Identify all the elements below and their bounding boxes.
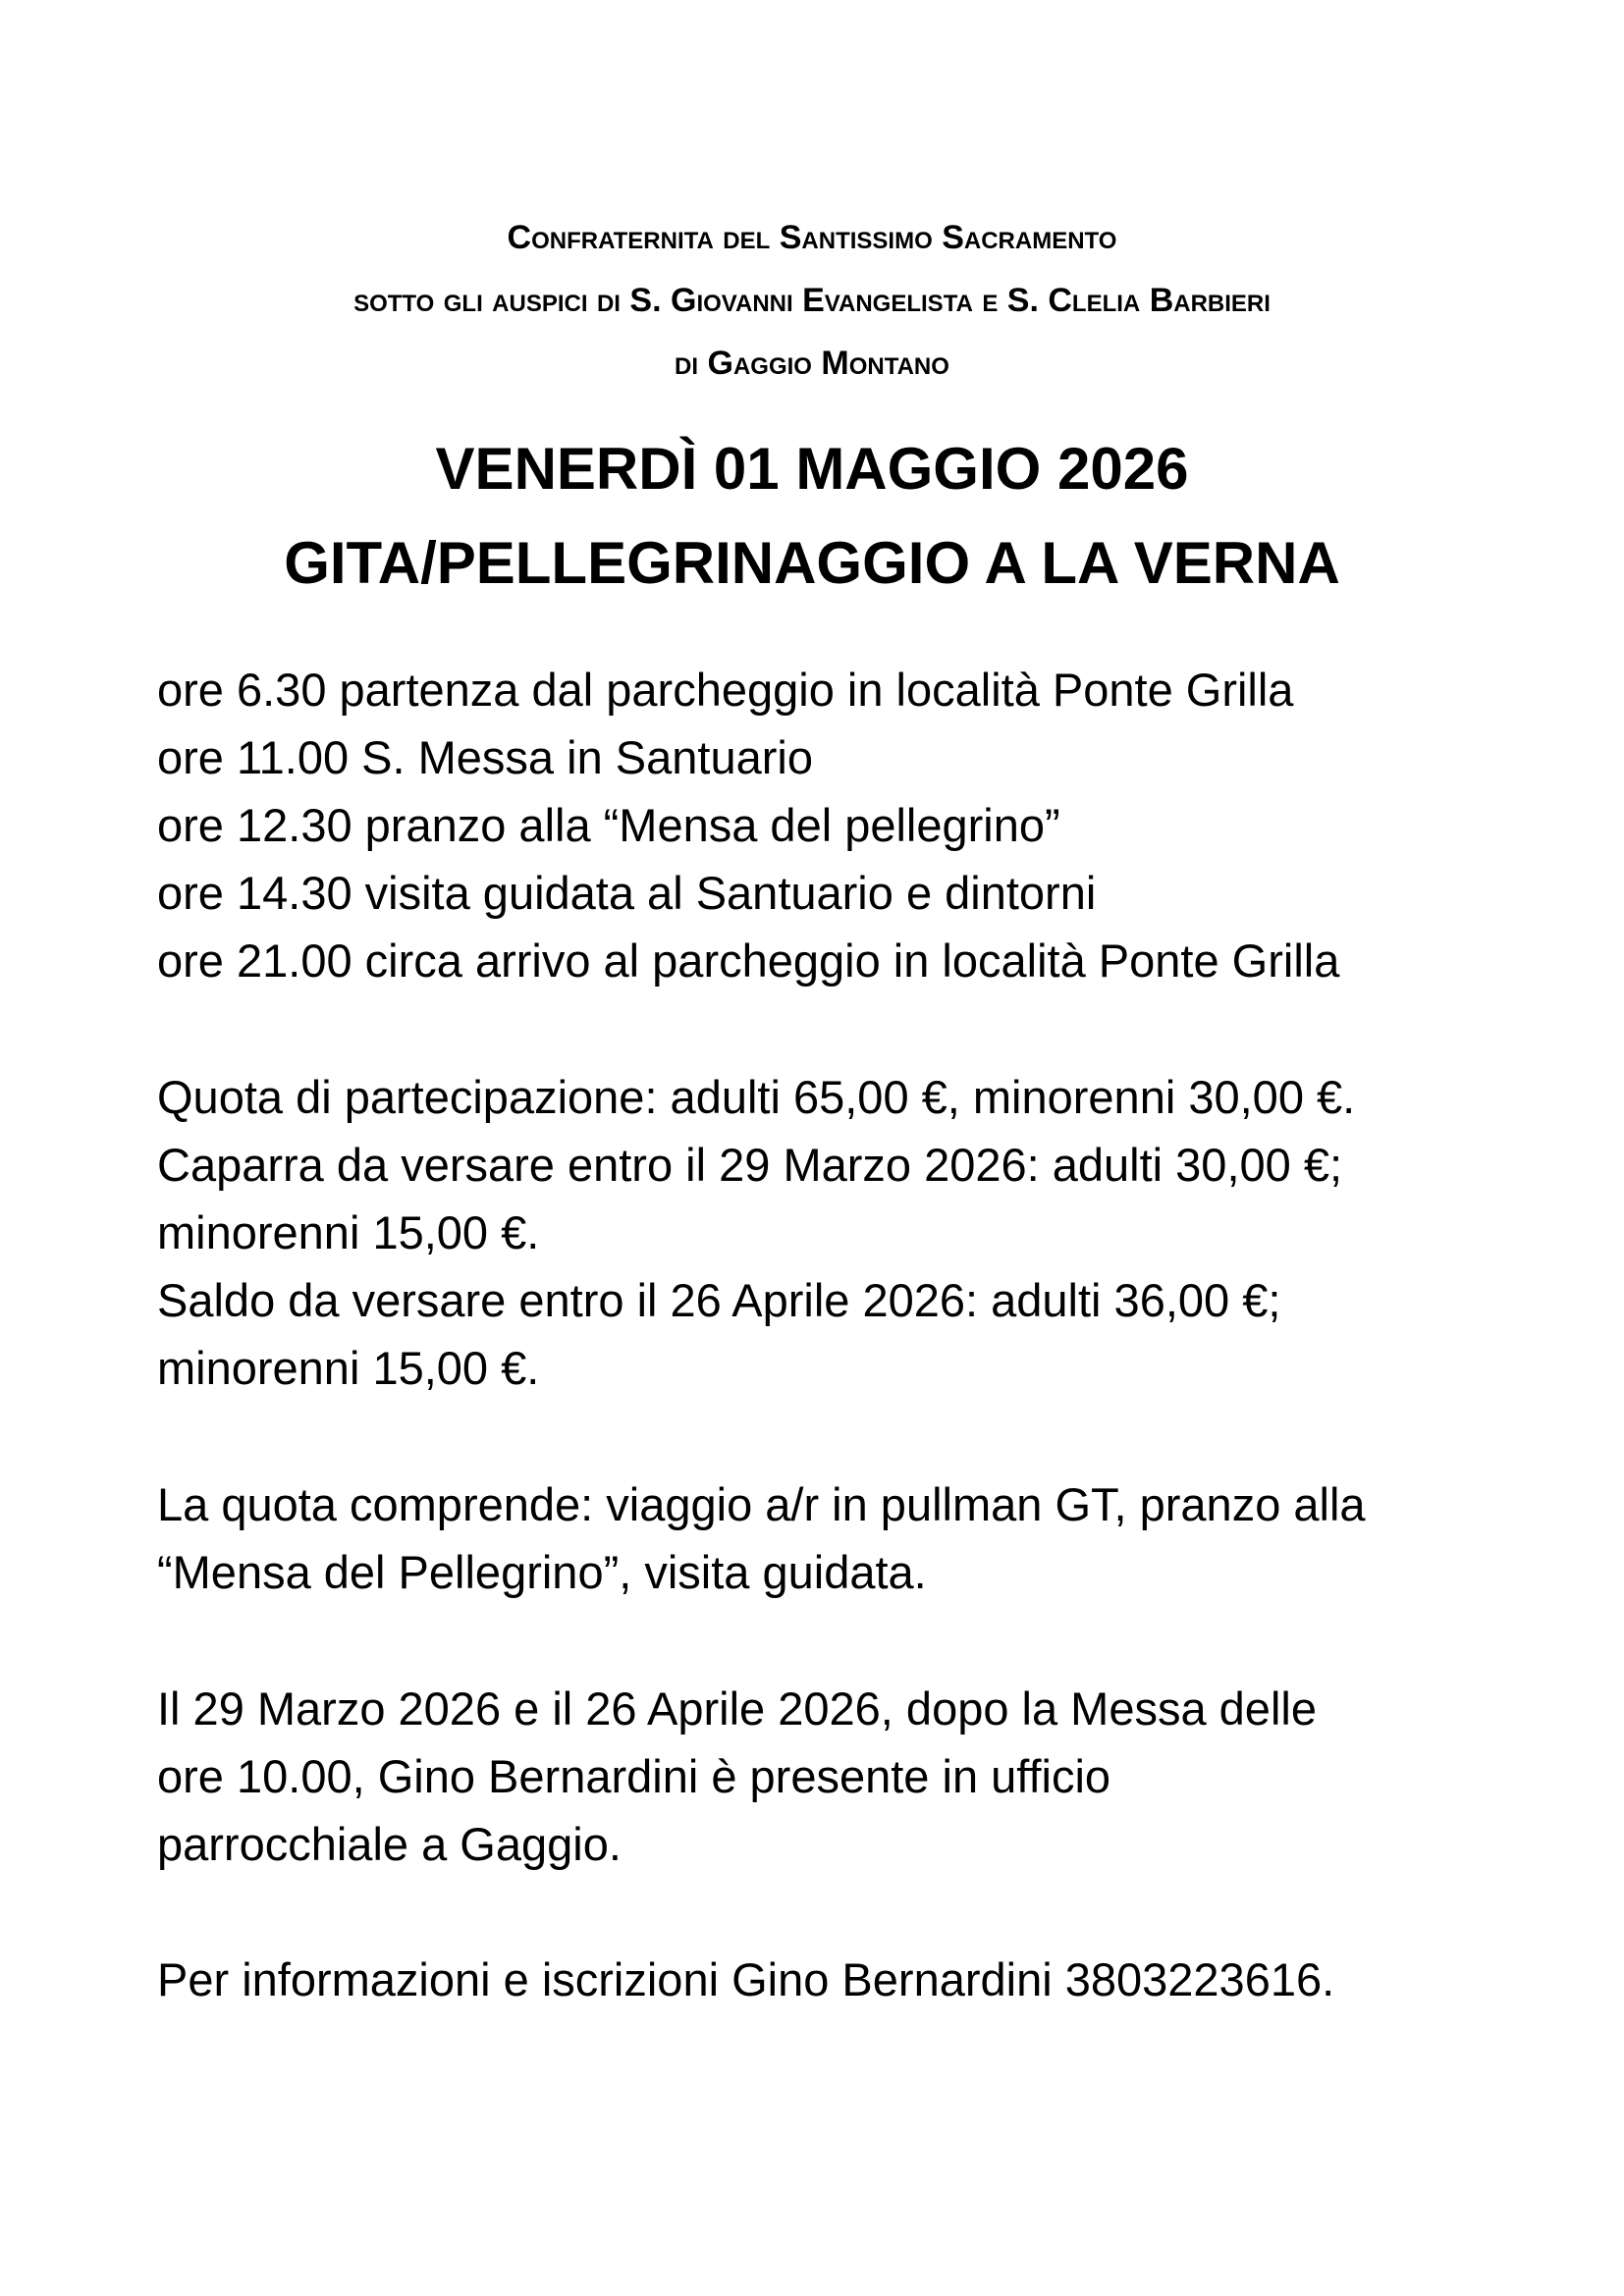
contact-info bbox=[157, 1946, 1532, 2013]
schedule-list bbox=[157, 656, 1532, 994]
office-line: Il 29 Marzo 2026 e il 26 Aprile 2026, dopo la Messa delle bbox=[157, 1682, 1317, 1735]
includes-line: La quota comprende: viaggio a/r in pullman GT, pranzo alla bbox=[157, 1478, 1366, 1530]
office-line: parrocchiale a Gaggio. bbox=[157, 1818, 622, 1870]
office-line: ore 10.00, Gino Bernardini è presente in ufficio bbox=[157, 1750, 1111, 1802]
fees-section bbox=[157, 1063, 1532, 1402]
schedule-item: ore 21.00 circa arrivo al parcheggio in località Ponte Grilla bbox=[157, 934, 1340, 987]
fees-line: minorenni 15,00 €. bbox=[157, 1342, 540, 1394]
organization-header bbox=[0, 206, 1624, 395]
includes-section bbox=[157, 1470, 1532, 1606]
schedule-item: ore 6.30 partenza dal parcheggio in località Ponte Grilla bbox=[157, 664, 1294, 716]
event-date: VENERDÌ 01 MAGGIO 2026 bbox=[435, 436, 1189, 502]
fees-line: Saldo da versare entro il 26 Aprile 2026: adulti 36,00 €; bbox=[157, 1274, 1281, 1326]
header-line-3: di Gaggio Montano bbox=[675, 345, 949, 382]
schedule-item: ore 14.30 visita guidata al Santuario e dintorni bbox=[157, 867, 1097, 919]
event-name: GITA/PELLEGRINAGGIO A LA VERNA bbox=[284, 530, 1340, 596]
header-line-1: Confraternita del Santissimo Sacramento bbox=[507, 219, 1117, 256]
header-line-2: sotto gli auspici di S. Giovanni Evangelista e S. Clelia Barbieri bbox=[353, 282, 1271, 319]
contact-line: Per informazioni e iscrizioni Gino Bernardini 3803223616. bbox=[157, 1953, 1335, 2005]
includes-line: “Mensa del Pellegrino”, visita guidata. bbox=[157, 1546, 927, 1598]
office-hours-section bbox=[157, 1675, 1532, 1878]
fees-line: minorenni 15,00 €. bbox=[157, 1206, 540, 1258]
fees-line: Quota di partecipazione: adulti 65,00 €, minorenni 30,00 €. bbox=[157, 1071, 1356, 1123]
fees-line: Caparra da versare entro il 29 Marzo 2026: adulti 30,00 €; bbox=[157, 1139, 1343, 1191]
event-title bbox=[0, 422, 1624, 611]
schedule-item: ore 11.00 S. Messa in Santuario bbox=[157, 731, 813, 783]
schedule-item: ore 12.30 pranzo alla “Mensa del pellegrino” bbox=[157, 799, 1060, 851]
